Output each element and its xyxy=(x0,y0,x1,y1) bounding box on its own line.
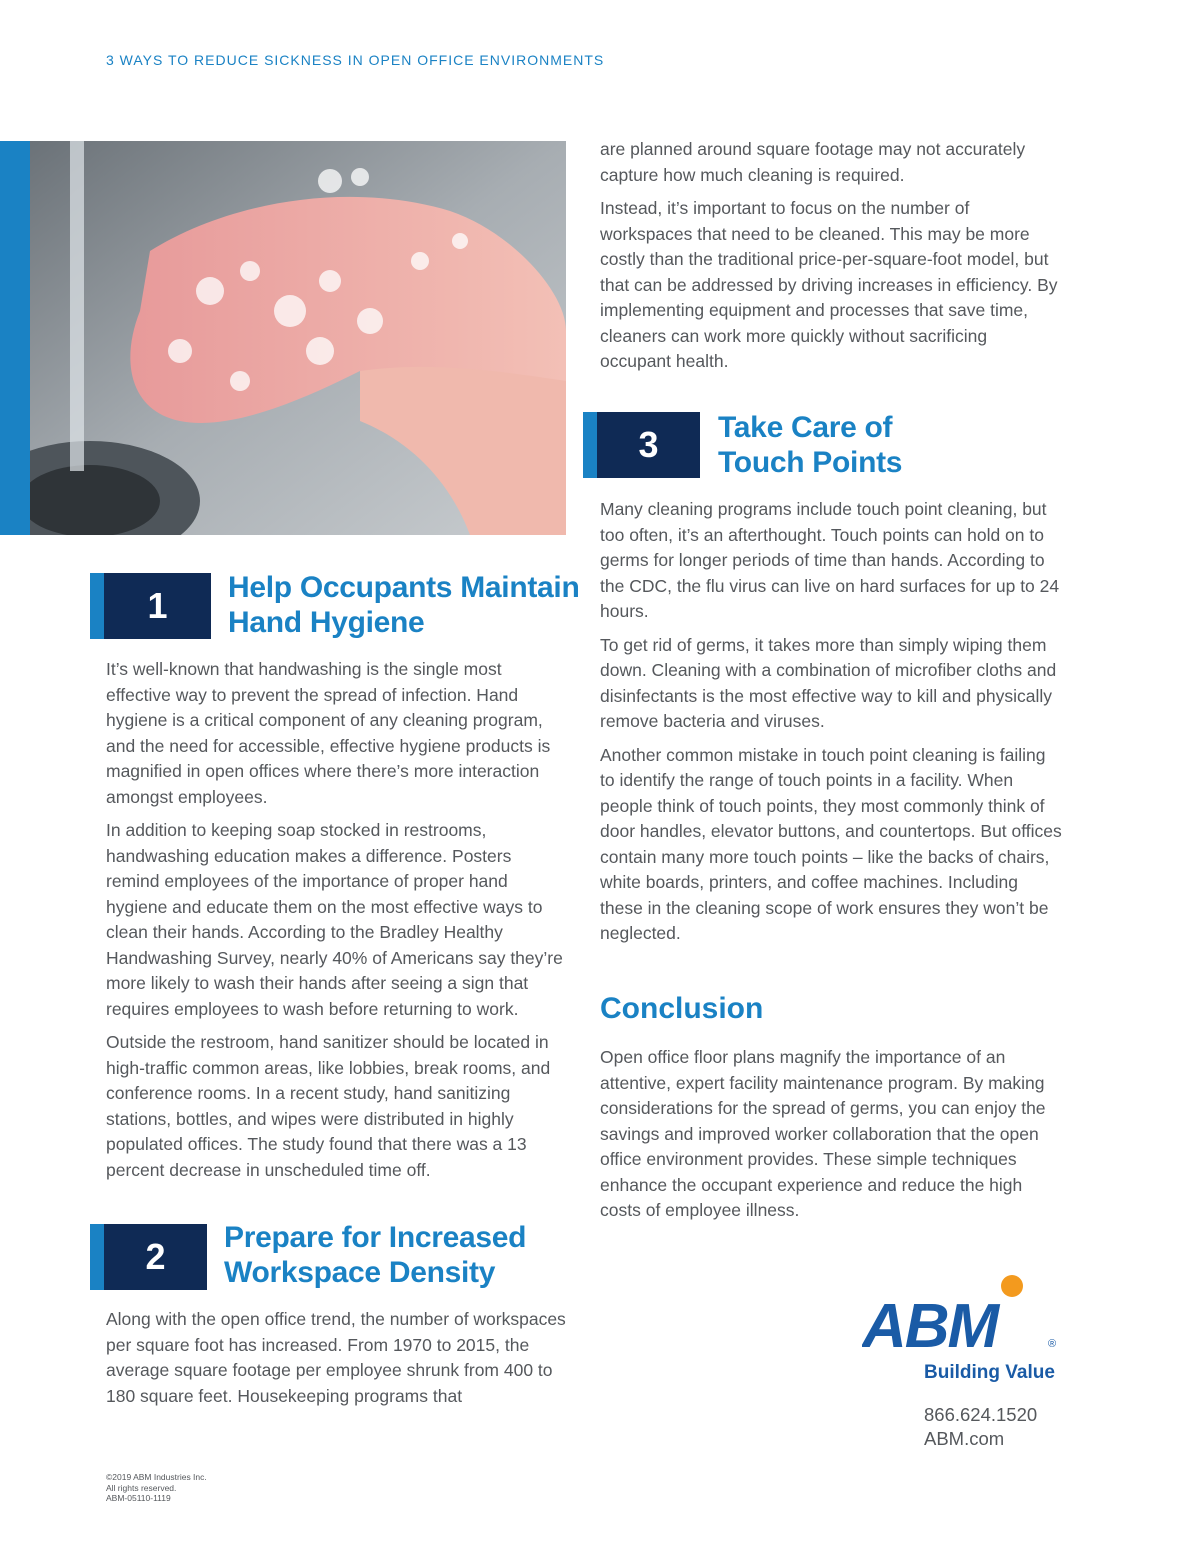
section-2-title xyxy=(224,1220,526,1290)
section-3-title-line-2: Touch Points xyxy=(718,446,903,479)
contact-info xyxy=(924,1403,1037,1451)
document-code: ABM-05110-1119 xyxy=(106,1493,171,1503)
legal-footer xyxy=(106,1472,207,1504)
paragraph: Another common mistake in touch point cleaning is failing to identify the range of touch points in a facility. When people think of touch points, they most commonly think of door handles, elevator buttons, and countertops. But offices contain many more touch points – like the backs of chairs, white boards, printers, and coffee machines. Including these in the cleaning scope of work ensures they won’t be neglected. xyxy=(600,744,1062,943)
section-3-title xyxy=(718,410,902,480)
section-1-title-line-2: Hand Hygiene xyxy=(228,606,425,639)
registered-mark: ® xyxy=(1048,1338,1057,1350)
abm-logo-mark xyxy=(862,1274,1072,1394)
photo-accent-bar xyxy=(0,141,30,535)
section-2-title-line-1: Prepare for Increased xyxy=(224,1221,527,1254)
section-3-title-line-1: Take Care of xyxy=(718,411,893,444)
section-1-title xyxy=(228,570,580,640)
section-3-body xyxy=(600,497,1062,955)
rights-reserved: All rights reserved. xyxy=(106,1482,177,1493)
logo-wordmark: ABM xyxy=(862,1292,998,1361)
paragraph: Open office floor plans magnify the importance of an attentive, expert facility maintenance program. By making considerations for the spread of germs, you can enjoy the savings and improved worker collaboration that the open office environment provides. These simple techniques enhance the occupant experience and reduce the high costs of employee illness. xyxy=(600,1047,1046,1220)
running-title: 3 WAYS TO REDUCE SICKNESS IN OPEN OFFICE ENVIRONMENTS xyxy=(106,52,605,68)
paragraph: It’s well-known that handwashing is the single most effective way to prevent the spread of infection. Hand hygiene is a critical component of any cleaning program, and the need for accessible, effective hygiene products is magnified in open offices where there’s more interaction amongst employees. xyxy=(106,659,551,807)
section-2-title-line-2: Workspace Density xyxy=(224,1256,496,1289)
paragraph: Many cleaning programs include touch point cleaning, but too often, it’s an afterthought. Touch points can hold on to germs for longer periods of time than hands. According to the CDC, the flu virus can live on hard surfaces for up to 24 hours. xyxy=(600,499,1060,621)
hands-image xyxy=(30,141,566,535)
section-3-number-box xyxy=(583,412,700,478)
paragraph: Instead, it’s important to focus on the number of workspaces that need to be cleaned. This may be more costly than the traditional price-per-square-foot model, but that can be addressed by driving increases in efficiency. By implementing equipment and processes that save time, cleaners can work more quickly without sacrificing occupant health. xyxy=(600,198,1058,371)
abm-logo xyxy=(862,1274,1072,1394)
section-1-number-box xyxy=(90,573,211,639)
copyright: ©2019 ABM Industries Inc. xyxy=(106,1472,207,1482)
website-link[interactable]: ABM.com xyxy=(924,1428,1005,1449)
conclusion-body xyxy=(600,1045,1062,1232)
section-2-body xyxy=(106,1307,566,1417)
paragraph: are planned around square footage may not accurately capture how much cleaning is required. xyxy=(600,139,1026,185)
section-1-title-line-1: Help Occupants Maintain xyxy=(228,571,580,604)
paragraph: Outside the restroom, hand sanitizer should be located in high-traffic common areas, like lobbies, break rooms, and conference rooms. In a recent study, hand sanitizing stations, bottles, and wipes were distributed in highly populated offices. The study found that there was a 13 percent decrease in unscheduled time off. xyxy=(106,1032,551,1180)
section-1-body xyxy=(106,657,568,1191)
section-1-number: 1 xyxy=(104,573,211,639)
section-3-number: 3 xyxy=(597,412,700,478)
conclusion-title: Conclusion xyxy=(600,992,764,1025)
section-2-number: 2 xyxy=(104,1224,207,1290)
phone-number: 866.624.1520 xyxy=(924,1404,1038,1425)
paragraph: To get rid of germs, it takes more than simply wiping them down. Cleaning with a combination of microfiber cloths and disinfectants is the most effective way to kill and physically remove bacteria and viruses. xyxy=(600,634,1057,731)
handwashing-photo xyxy=(0,141,566,535)
paragraph: Along with the open office trend, the number of workspaces per square foot has increased. From 1970 to 2015, the average square footage per employee shrunk from 400 to 180 square feet. Housekeeping programs that xyxy=(106,1309,566,1406)
logo-tagline: Building Value xyxy=(924,1362,1055,1383)
section-2-number-box xyxy=(90,1224,207,1290)
section-2-continued-body xyxy=(600,137,1062,383)
logo-orange-dot xyxy=(1001,1275,1023,1297)
paragraph: In addition to keeping soap stocked in restrooms, handwashing education makes a difference. Posters remind employees of the importance of proper hand hygiene and educate them on the most effective ways to clean their hands. According to the Bradley Healthy Handwashing Survey, nearly 40% of Americans say they’re more likely to wash their hands after seeing a sign that requires employees to wash before returning to work. xyxy=(106,820,563,1019)
